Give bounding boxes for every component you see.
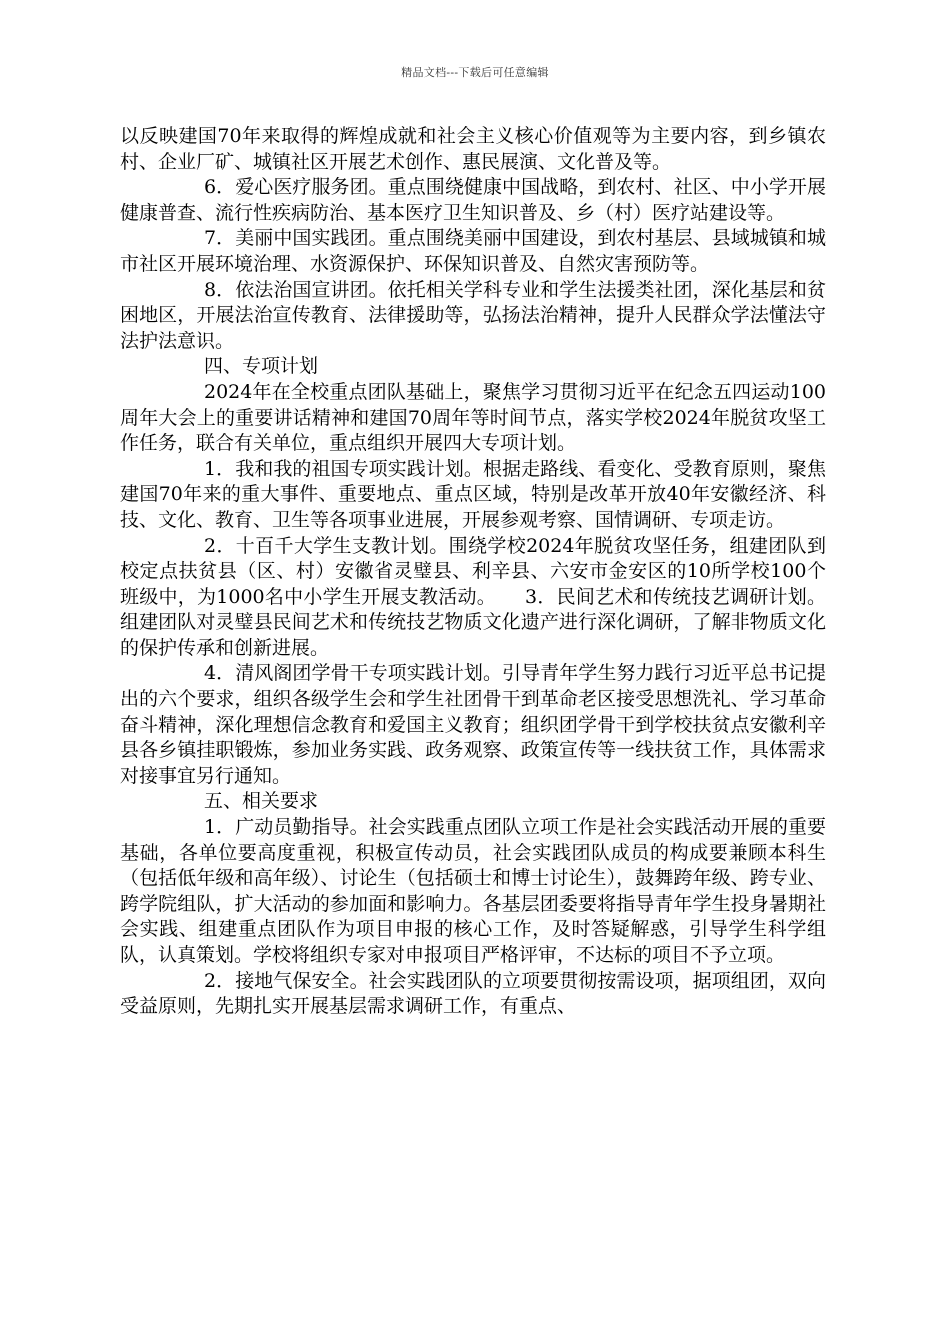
paragraph-plan-1-motherland: 1．我和我的祖国专项实践计划。根据走路线、看变化、受教育原则，聚焦建国70年来的重大事件、重要地点、重点区域，特别是改革开放40年安徽经济、科技、文化、教育、卫生等各项事业进展，开展参观考察、国情调研、专项走访。 (120, 457, 826, 531)
paragraph-art-continuation: 以反映建国70年来取得的辉煌成就和社会主义核心价值观等为主要内容，到乡镇农村、企业厂矿、城镇社区开展艺术创作、惠民展演、文化普及等。 (120, 125, 826, 173)
section-heading-requirements: 五、相关要求 (204, 790, 319, 813)
paragraph-item-6-medical: 6．爱心医疗服务团。重点围绕健康中国战略，到农村、社区、中小学开展健康普查、流行性疾病防治、基本医疗卫生知识普及、乡（村）医疗站建设等。 (120, 176, 826, 224)
paragraph-plan-2-3-teaching-and-folk-art: 2．十百千大学生支教计划。围绕学校2024年脱贫攻坚任务，组建团队到校定点扶贫县（区、村）安徽省灵璧县、利辛县、六安市金安区的10所学校100个班级中，为1000名中小学生开展支教活动。 3．民间艺术和传统技艺调研计划。组建团队对灵璧县民间艺术和传统技艺物质文化遗产进行深化调研，了解非物质文化的保护传承和创新进展。 (120, 534, 826, 659)
section-heading-special-plans: 四、专项计划 (204, 355, 319, 378)
paragraph-special-plans-intro: 2024年在全校重点团队基础上，聚焦学习贯彻习近平在纪念五四运动100周年大会上的重要讲话精神和建国70周年等时间节点，落实学校2024年脱贫攻坚工作任务，联合有关单位，重点组织开展四大专项计划。 (120, 380, 826, 455)
paragraph-item-8-rule-of-law: 8．依法治国宣讲团。依托相关学科专业和学生法援类社团，深化基层和贫困地区，开展法治宣传教育、法律援助等，弘扬法治精神，提升人民群众学法懂法守法护法意识。 (120, 278, 826, 352)
paragraph-requirement-1-mobilize: 1．广动员勤指导。社会实践重点团队立项工作是社会实践活动开展的重要基础，各单位要高度重视，积极宣传动员，社会实践团队成员的构成要兼顾本科生（包括低年级和高年级）、讨论生（包括硕士和博士讨论生），鼓舞跨年级、跨专业、跨学院组队，扩大活动的参加面和影响力。各基层团委要将指导青年学生投身暑期社会实践、组建重点团队作为项目申报的核心工作，及时答疑解惑，引导学生科学组队，认真策划。学校将组织专家对申报项目严格评审，不达标的项目不予立项。 (120, 816, 826, 966)
paragraph-requirement-2-safety: 2．接地气保安全。社会实践团队的立项要贯彻按需设项，据项组团，双向受益原则，先期扎实开展基层需求调研工作，有重点、 (120, 969, 826, 1018)
paragraph-item-7-beautiful-china: 7．美丽中国实践团。重点围绕美丽中国建设，到农村基层、县域城镇和城市社区开展环境治理、水资源保护、环保知识普及、自然灾害预防等。 (120, 227, 826, 275)
page-header: 精品文档---下载后可任意编辑 (401, 66, 549, 79)
document-body (120, 124, 826, 1020)
paragraph-plan-4-backbone: 4．清风阁团学骨干专项实践计划。引导青年学生努力践行习近平总书记提出的六个要求，组织各级学生会和学生社团骨干到革命老区接受思想洗礼、学习革命奋斗精神，深化理想信念教育和爱国主义教育；组织团学骨干到学校扶贫点安徽利辛县各乡镇挂职锻炼，参加业务实践、政务观察、政策宣传等一线扶贫工作，具体需求对接事宜另行通知。 (120, 662, 826, 787)
